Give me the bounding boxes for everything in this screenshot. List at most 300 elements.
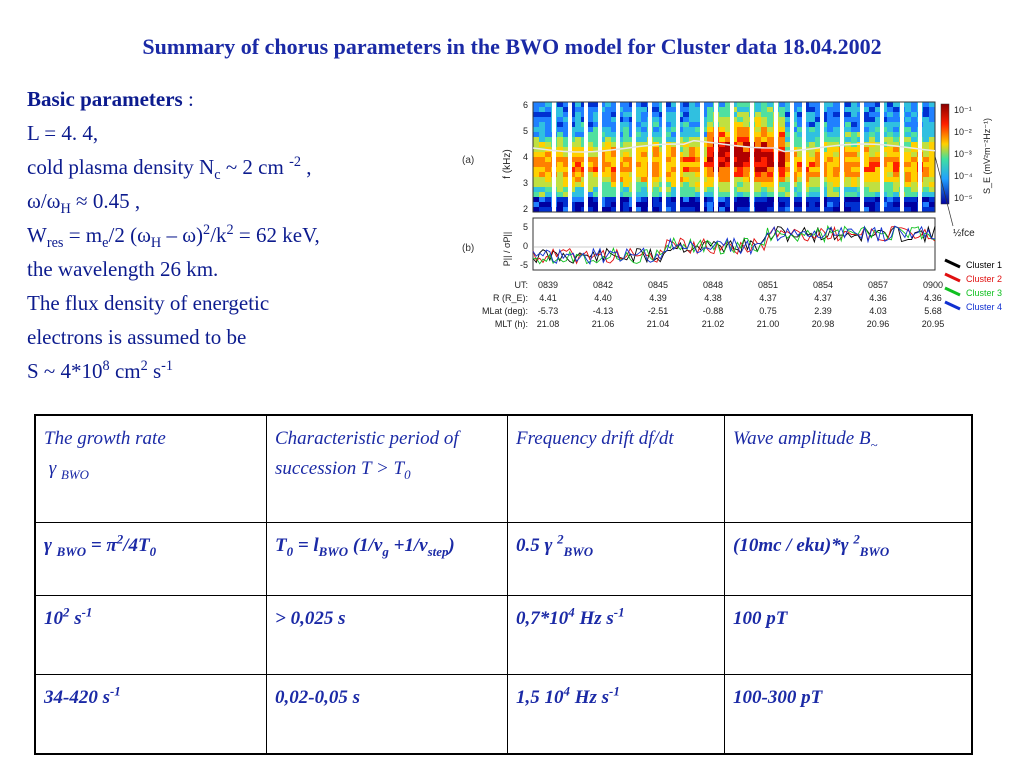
spectrogram-cell [827,182,833,187]
spectrogram-cell [845,177,851,182]
s-sup3: -1 [161,358,174,374]
ytick-a-label: 6 [522,100,528,110]
ytick-a-label: 4 [522,152,528,162]
spectrogram-cell [575,117,581,122]
r3-amplitude: 100-300 pT [725,675,973,755]
data-gap [730,102,734,212]
r1c1a: γ [44,535,57,556]
spectrogram-cell [833,177,839,182]
spectrogram-cell [755,162,761,167]
spectrogram-cell [623,197,629,202]
spectrogram-cell [911,112,917,117]
spectrogram-cell [809,167,815,172]
spectrogram-cell [707,152,713,157]
spectrogram-cell [929,197,935,202]
spectrogram-cell [689,112,695,117]
spectrogram-cell [737,192,743,197]
spectrogram-cell [905,112,911,117]
spectrogram-cell [719,167,725,172]
spectrogram-cell [545,202,551,207]
spectrogram-cell [557,172,563,177]
axis-row-value: -4.13 [592,306,614,316]
spectrogram-cell [605,197,611,202]
spectrogram-cell [575,177,581,182]
spectrogram-cell [641,137,647,142]
spectrogram-cell [767,132,773,137]
spectrogram-cell [827,187,833,192]
data-gap [860,102,864,212]
spectrogram-cell [929,177,935,182]
spectrogram-cell [893,107,899,112]
spectrogram-cell [779,157,785,162]
spectrogram-cell [539,197,545,202]
spectrogram-cell [851,172,857,177]
spectrogram-cell [893,147,899,152]
spectrogram-cell [545,182,551,187]
spectrogram-cell [539,152,545,157]
panel-b-label: (b) [462,243,475,254]
spectrogram-cell [719,197,725,202]
spectrogram-cell [887,117,893,122]
spectrogram-cell [905,182,911,187]
h1c: BWO [61,466,89,482]
data-gap [700,102,704,212]
spectrogram-cell [683,172,689,177]
spectrogram-cell [911,167,917,172]
spectrogram-cell [929,192,935,197]
spectrogram-cell [719,162,725,167]
spectrogram-cell [869,162,875,167]
spectrogram-cell [737,157,743,162]
spectrogram-cell [923,142,929,147]
spectrogram-cell [911,152,917,157]
h2a: Characteristic period of succession T > T [275,428,459,479]
spectrogram-cell [845,192,851,197]
spectrogram-cell [539,127,545,132]
spectrogram-cell [755,177,761,182]
r3c3b: 4 [563,683,570,699]
spectrogram-cell [893,162,899,167]
spectrogram-cell [719,192,725,197]
spectrogram-cell [893,167,899,172]
spectrogram-cell [833,147,839,152]
spectrogram-cell [761,102,767,107]
colorbar [941,104,949,204]
legend [945,260,1002,312]
spectrogram-cell [689,202,695,207]
spectrogram-cell [929,137,935,142]
spectrogram-cell [653,102,659,107]
r1c2b: 0 [286,543,294,559]
data-gap [616,102,620,212]
colorbar-tick: 10⁻¹ [954,105,972,115]
spectrogram-cell [641,102,647,107]
spectrogram-cell [683,202,689,207]
spectrogram-cell [923,152,929,157]
axis-row-value: 0845 [647,280,669,290]
yticks-b [520,222,528,270]
omega-sub: H [60,201,71,218]
spectrogram-cell [557,142,563,147]
spectrogram-cell [737,137,743,142]
spectrogram-cell [887,127,893,132]
spectrogram-cell [689,192,695,197]
ytick-a-label: 5 [522,126,528,136]
basic-heading: Basic parameters [27,87,183,111]
spectrogram-cell [719,107,725,112]
spectrogram-cell [623,182,629,187]
spectrogram-cell [533,167,539,172]
spectrogram-cell [827,132,833,137]
spectrogram-cell [533,162,539,167]
density-sup: -2 [289,154,301,170]
h1b: γ [48,458,57,479]
spectrogram-cell [851,137,857,142]
spectrogram-cell [641,107,647,112]
spectrogram-cell [623,132,629,137]
spectrogram-cell [761,172,767,177]
r1c2f: g [382,543,389,559]
spectrogram-cell [929,117,935,122]
spectrogram-cell [533,102,539,107]
param-s [27,354,437,388]
spectrogram-cell [809,182,815,187]
h4b: ~ [870,436,878,452]
spectrogram-cell [737,102,743,107]
spectrogram-cell [545,127,551,132]
spectrogram-cell [851,192,857,197]
spectrogram-cell [557,107,563,112]
spectrogram-cell [911,137,917,142]
spectrogram-cell [743,162,749,167]
spectrogram-cell [689,197,695,202]
spectrogram-cell [605,127,611,132]
spectrogram-cell [539,117,545,122]
spectrogram-cell [533,182,539,187]
spectrogram-cell [929,107,935,112]
spectrogram-cell [575,192,581,197]
spectrogram-cell [605,157,611,162]
spectrogram-cell [923,192,929,197]
spectrogram-cell [923,117,929,122]
spectrogram-cell [641,112,647,117]
spectrogram-cell [755,142,761,147]
spectrogram-cell [653,187,659,192]
spectrogram-cell [761,177,767,182]
axis-row-value: 4.38 [704,293,722,303]
spectrogram-cell [833,162,839,167]
w-sub: res [46,235,64,252]
spectrogram-cell [809,162,815,167]
r2c1b: 2 [63,604,70,620]
spectrogram-cell [545,192,551,197]
spectrogram-cell [845,137,851,142]
axis-row-value: 4.39 [649,293,667,303]
axis-row-label: MLat (deg): [481,306,528,316]
param-flux-1: The flux density of energetic [27,291,270,315]
data-gap [750,102,754,212]
spectrogram-cell [893,192,899,197]
spectrogram-cell [653,107,659,112]
spectrogram-cell [779,132,785,137]
spectrogram-cell [743,107,749,112]
spectrogram-cell [533,177,539,182]
spectrogram-cell [809,152,815,157]
spectrogram-cell [575,162,581,167]
spectrogram-cell [737,162,743,167]
spectrogram-cell [893,182,899,187]
spectrogram-cell [641,117,647,122]
spectrogram-cell [737,177,743,182]
s-pre: S ~ 4*10 [27,359,103,383]
spectrogram-cell [905,102,911,107]
spectrogram-cell [827,152,833,157]
spectrogram-cell [761,182,767,187]
spectrogram-cell [767,172,773,177]
spectrogram-cell [743,167,749,172]
spectrogram-cell [557,122,563,127]
data-gap [802,102,806,212]
spectrogram-cell [851,122,857,127]
spectrogram-cell [923,177,929,182]
spectrogram-cell [869,152,875,157]
spectrogram-cell [761,202,767,207]
r1c4c: BWO [859,543,890,559]
cluster-figure [448,96,1018,356]
spectrogram-cell [851,102,857,107]
data-gap [918,102,922,212]
spectrogram-cell [707,112,713,117]
spectrogram-cell [545,162,551,167]
r1c2i: ) [448,535,455,556]
spectrogram-cell [761,142,767,147]
spectrogram-cell [623,142,629,147]
spectrogram-cell [887,132,893,137]
spectrogram-cell [923,197,929,202]
spectrogram-cell [929,102,935,107]
spectrogram-cell [641,127,647,132]
spectrogram-cell [887,122,893,127]
spectrogram-cell [533,172,539,177]
data-gap [662,102,666,212]
spectrogram-cell [737,152,743,157]
r2c3a: 0,7*10 [516,608,569,629]
spectrogram-cell [845,187,851,192]
spectrogram-cell [719,137,725,142]
spectrogram-cell [545,137,551,142]
spectrogram-cell [905,127,911,132]
spectrogram-cell [737,167,743,172]
spectrogram-cell [923,137,929,142]
spectrogram-cell [623,112,629,117]
spectrogram-cell [779,167,785,172]
data-gap [552,102,556,212]
spectrogram-cell [641,132,647,137]
omega-post: ≈ 0.45 , [70,189,141,213]
spectrogram-cell [887,187,893,192]
w-sup2: 2 [226,222,234,238]
data-gap [820,102,824,212]
spectrogram-cell [623,107,629,112]
spectrogram-cell [929,187,935,192]
data-gap [598,102,602,212]
axis-row-value: 21.04 [646,319,670,329]
r1-period [267,523,508,596]
spectrogram-cell [641,122,647,127]
spectrogram-cell [689,147,695,152]
spectrogram-cell [605,102,611,107]
spectrogram-cell [809,157,815,162]
spectrogram-cell [827,112,833,117]
spectrogram-cell [767,202,773,207]
spectrogram-cell [743,152,749,157]
spectrogram-cell [851,117,857,122]
spectrogram-cell [605,122,611,127]
spectrogram-cell [683,137,689,142]
data-gap [568,102,572,212]
r3c3d: -1 [609,683,620,699]
spectrogram-cell [533,122,539,127]
spectrogram-cell [767,157,773,162]
spectrogram-cell [887,177,893,182]
spectrogram-cell [605,177,611,182]
spectrogram-cell [845,162,851,167]
r1c1b: BWO [56,543,87,559]
spectrogram-cell [779,172,785,177]
spectrogram-cell [689,182,695,187]
spectrogram-cell [827,172,833,177]
spectrogram-cell [605,132,611,137]
spectrogram-cell [707,192,713,197]
spectrogram-cell [575,167,581,172]
spectrogram-cell [833,152,839,157]
spectrogram-cell [923,122,929,127]
data-gap [790,102,794,212]
spectrogram-cell [623,102,629,107]
spectrogram-cell [539,137,545,142]
spectrogram-cell [707,157,713,162]
spectrogram-cell [779,187,785,192]
spectrogram-cell [557,187,563,192]
spectrogram-cell [737,182,743,187]
spectrogram-cell [845,167,851,172]
axis-row-value: 4.37 [759,293,777,303]
spectrogram-cell [827,107,833,112]
s-mid2: s [147,359,162,383]
spectrogram-cell [833,197,839,202]
spectrogram-cell [743,177,749,182]
spectrogram-cell [533,157,539,162]
spectrogram-cell [605,107,611,112]
spectrogram-cell [809,197,815,202]
spectrogram-cell [707,132,713,137]
spectrogram-cell [653,167,659,172]
spectrogram-cell [689,127,695,132]
spectrogram-cell [545,122,551,127]
spectrogram-cell [623,117,629,122]
spectrogram-cell [743,112,749,117]
spectrogram-cell [905,202,911,207]
spectrogram-cell [809,127,815,132]
r1c2c: = l [293,535,319,556]
colorbar-tick: 10⁻³ [954,149,972,159]
r1c1d: 2 [116,531,124,547]
spectrogram-cell [761,137,767,142]
r1c3a: 0.5 γ [516,535,558,556]
spectrogram-cell [911,107,917,112]
spectrogram-cell [869,172,875,177]
spectrogram-cell [743,127,749,132]
r1c2g: +1/v [388,535,428,556]
spectrogram-cell [767,127,773,132]
spectrogram-cell [755,122,761,127]
r1c3b: 2 [557,531,564,547]
spectrogram-cell [545,177,551,182]
spectrogram-cell [929,172,935,177]
spectrogram-cell [575,172,581,177]
spectrogram-cell [533,107,539,112]
legend-label: Cluster 1 [966,260,1003,270]
spectrogram-cell [557,202,563,207]
spectrogram-cell [653,172,659,177]
spectrogram-cell [887,102,893,107]
spectrogram-cell [869,167,875,172]
r3c1b: -1 [109,683,121,699]
spectrogram-cell [923,172,929,177]
spectrogram-cell [683,132,689,137]
spectrogram-cell [743,197,749,202]
spectrogram-cell [743,122,749,127]
spectrogram-cell [533,132,539,137]
spectrogram-cell [767,167,773,172]
spectrogram-cell [707,167,713,172]
spectrogram-cell [719,182,725,187]
h2b: 0 [404,466,411,482]
spectrogram-cell [809,107,815,112]
spectrogram-cell [887,147,893,152]
spectrogram-cell [755,152,761,157]
spectrogram-cell [641,202,647,207]
spectrogram-cell [557,102,563,107]
density-pre: cold plasma density N [27,155,215,179]
spectrogram-cell [539,157,545,162]
spectrogram-cell [869,187,875,192]
spectrogram-cell [539,177,545,182]
spectrogram-cell [743,157,749,162]
spectrogram-cell [761,112,767,117]
spectrogram-cell [533,137,539,142]
spectrogram-cell [755,127,761,132]
spectrogram-cell [845,122,851,127]
spectrogram-cell [653,137,659,142]
spectrogram-cell [755,157,761,162]
spectrogram-cell [545,132,551,137]
spectrogram-cell [575,152,581,157]
spectrogram-cell [653,177,659,182]
data-gap [840,102,844,212]
spectrogram-cell [557,157,563,162]
axis-row-value: 21.00 [756,319,780,329]
spectrogram-cell [779,112,785,117]
axis-row-value: 0857 [867,280,889,290]
spectrogram-cell [533,192,539,197]
spectrogram-cell [779,192,785,197]
spectrogram-cell [605,142,611,147]
spectrogram-cell [755,137,761,142]
spectrogram-cell [539,107,545,112]
spectrogram-cell [905,187,911,192]
spectrogram-cell [545,102,551,107]
